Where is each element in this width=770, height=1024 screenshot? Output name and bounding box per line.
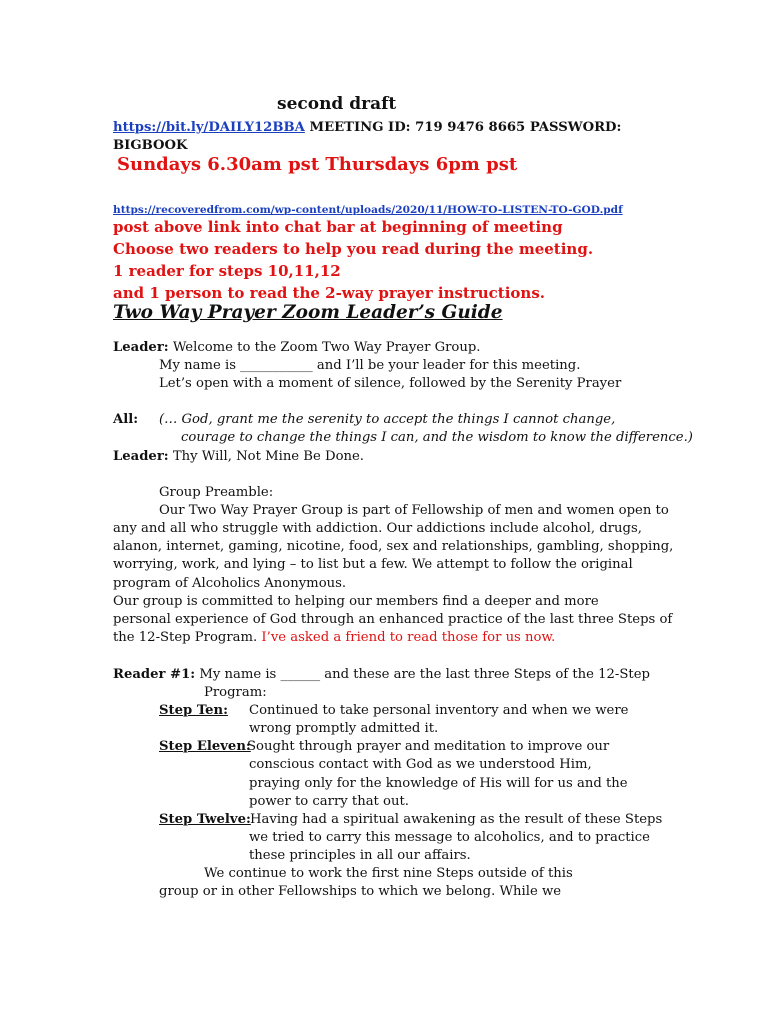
step-twelve-text: Having had a spiritual awakening as the result of these Steps — [250, 812, 663, 827]
step-ten-text: wrong promptly admitted it. — [249, 721, 439, 736]
step-twelve-text: these principles in all our affairs. — [249, 848, 471, 863]
all-label: All: — [113, 412, 139, 427]
leader-name-line: My name is ___________ and I’ll be your leader for this meeting. — [159, 358, 581, 373]
instruction-line: post above link into chat bar at beginning of meeting — [113, 218, 563, 236]
leader-silence-line: Let’s open with a moment of silence, followed by the Serenity Prayer — [159, 376, 622, 391]
step-ten-text: Continued to take personal inventory and when we were — [249, 703, 629, 718]
closing-line: We continue to work the first nine Steps outside of this — [204, 866, 573, 881]
preamble-line: Our Two Way Prayer Group is part of Fellowship of men and women open to — [159, 503, 669, 518]
step-eleven-text: praying only for the knowledge of His will for us and the — [249, 776, 628, 791]
step-twelve-text: we tried to carry this message to alcoholics, and to practice — [249, 830, 650, 845]
serenity-prayer-line: courage to change the things I can, and the wisdom to know the difference.) — [181, 430, 693, 445]
step-eleven-text: power to carry that out. — [249, 794, 409, 809]
meeting-id-text: MEETING ID: 719 9476 8665 PASSWORD: — [304, 120, 622, 135]
preamble-line: personal experience of God through an enhanced practice of the last three Steps of — [113, 612, 673, 627]
leader-welcome-line — [113, 339, 480, 357]
thy-will-text: Thy Will, Not Mine Be Done. — [168, 449, 364, 464]
instruction-line: and 1 person to read the 2-way prayer instructions. — [113, 284, 545, 302]
preamble-line: program of Alcoholics Anonymous. — [113, 576, 347, 591]
draft-title: second draft — [277, 94, 397, 114]
friend-read-text: I’ve asked a friend to read those for us now. — [261, 630, 556, 645]
preamble-heading: Group Preamble: — [159, 485, 274, 500]
closing-line: group or in other Fellowships to which we belong. While we — [159, 884, 562, 899]
preamble-line: any and all who struggle with addiction. Our addictions include alcohol, drugs, — [113, 521, 642, 536]
preamble-line: Our group is committed to helping our members find a deeper and more — [113, 594, 599, 609]
step-ten-label: Step Ten: — [159, 703, 228, 718]
step-eleven-text: Sought through prayer and meditation to improve our — [247, 739, 610, 754]
meeting-info-line — [113, 119, 621, 137]
reader1-program-line: Program: — [204, 685, 267, 700]
preamble-line: worrying, work, and lying – to list but a few. We attempt to follow the original — [113, 557, 633, 572]
serenity-prayer-line: (… God, grant me the serenity to accept the things I cannot change, — [159, 412, 616, 427]
leader-label: Leader: — [113, 449, 169, 464]
password-text: BIGBOOK — [113, 138, 188, 153]
preamble-last-text: the 12-Step Program. — [113, 630, 262, 645]
reader1-line — [113, 666, 650, 684]
step-twelve-label: Step Twelve: — [159, 812, 251, 827]
step-eleven-label: Step Eleven: — [159, 739, 251, 754]
instruction-line: Choose two readers to help you read during the meeting. — [113, 240, 594, 258]
step-eleven-text: conscious contact with God as we understood Him, — [249, 757, 592, 772]
leader-thy-will-line — [113, 448, 364, 466]
reader1-text: My name is ______ and these are the last three Steps of the 12-Step — [195, 667, 650, 682]
pdf-link-line — [113, 201, 623, 219]
schedule-text: Sundays 6.30am pst Thursdays 6pm pst — [117, 154, 518, 175]
pdf-link[interactable]: https://recoveredfrom.com/wp-content/uploads/2020/11/HOW-TO-LISTEN-TO-GOD.pdf — [113, 204, 623, 216]
instruction-line: 1 reader for steps 10,11,12 — [113, 262, 341, 280]
leader-label: Leader: — [113, 340, 169, 355]
reader1-label: Reader #1: — [113, 667, 196, 682]
leader-welcome-text: Welcome to the Zoom Two Way Prayer Group. — [168, 340, 481, 355]
preamble-line: alanon, internet, gaming, nicotine, food, sex and relationships, gambling, shopping, — [113, 539, 674, 554]
guide-title: Two Way Prayer Zoom Leader’s Guide — [113, 302, 503, 323]
bitly-link[interactable]: https://bit.ly/DAILY12BBA — [113, 120, 305, 135]
preamble-last-line — [113, 629, 555, 647]
